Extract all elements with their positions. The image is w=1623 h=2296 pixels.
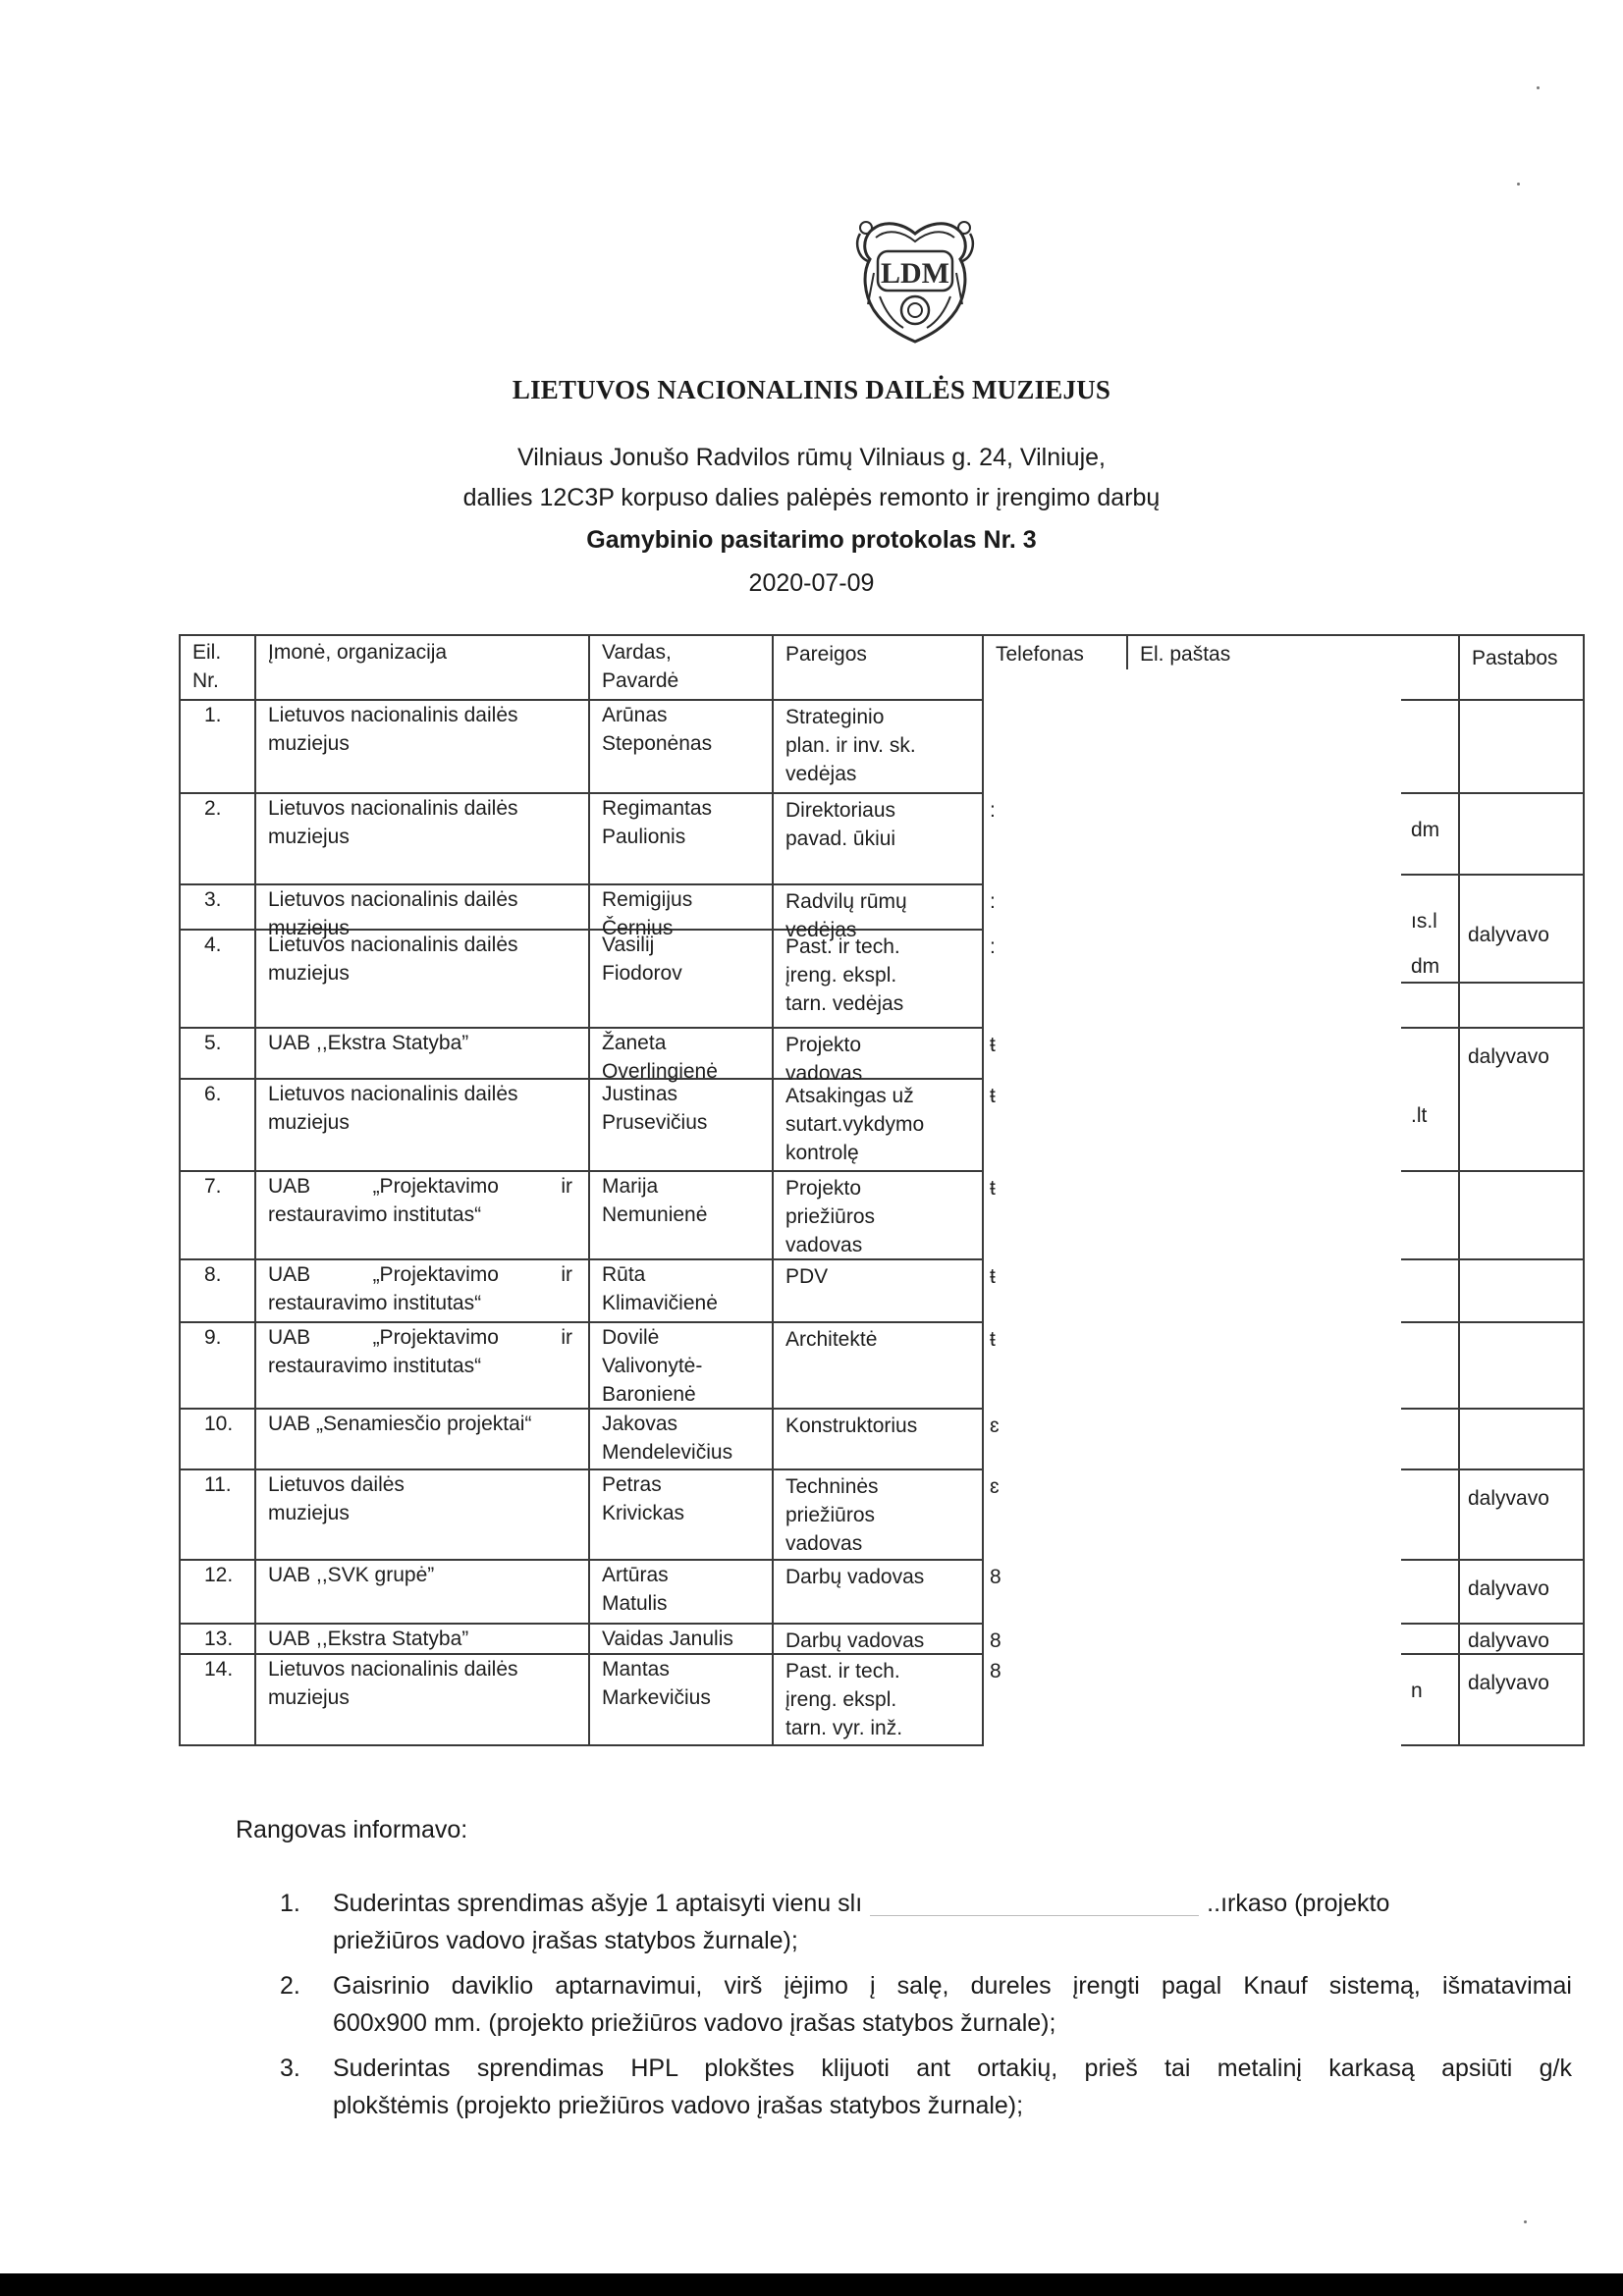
- row-organization: UAB ,,Ekstra Statyba”: [268, 1032, 469, 1054]
- table-grid-line: [179, 634, 181, 1744]
- row-organization: UAB ,,SVK grupė”: [268, 1564, 435, 1586]
- row-number: 12.: [204, 1564, 234, 1586]
- row-number: 5.: [204, 1032, 222, 1054]
- row-organization-word: UAB: [268, 1175, 311, 1198]
- row-name: Vasilij: [602, 934, 655, 956]
- row-role: vadovas: [785, 1532, 863, 1555]
- row-organization-word: UAB: [268, 1326, 311, 1349]
- table-grid-line: [179, 634, 1585, 636]
- table-grid-line: [1401, 1321, 1585, 1323]
- row-notes: dalyvavo: [1468, 1577, 1549, 1600]
- row-notes: dalyvavo: [1468, 1629, 1549, 1652]
- row-name: Fiodorov: [602, 962, 682, 985]
- row-phone-fragment: 8: [990, 1566, 1001, 1588]
- header-project-line: dallies 12C3P korpuso dalies palėpės remonto ir įrengimo darbų: [462, 484, 1161, 511]
- row-number: 9.: [204, 1326, 222, 1349]
- scan-speck: [1537, 86, 1540, 89]
- row-number: 4.: [204, 934, 222, 956]
- header-notes: Pastabos: [1472, 647, 1558, 669]
- header-name: Pavardė: [602, 669, 679, 692]
- logo-text: LDM: [881, 257, 949, 290]
- participants-table: [179, 634, 1585, 1744]
- row-organization: UAB „Senamiesčio projektai“: [268, 1413, 532, 1435]
- row-name: Jakovas: [602, 1413, 678, 1435]
- table-grid-line: [772, 634, 774, 1744]
- row-name: Krivickas: [602, 1502, 685, 1524]
- row-name: Vaidas Janulis: [602, 1628, 733, 1650]
- row-organization: muziejus: [268, 1502, 350, 1524]
- list-item-text: plokštėmis (projekto priežiūros vadovo įrašas statybos žurnale);: [333, 2092, 1024, 2119]
- row-organization: muziejus: [268, 1111, 350, 1134]
- row-organization: [268, 1172, 572, 1201]
- row-number: 13.: [204, 1628, 234, 1650]
- list-item-text: 600x900 mm. (projekto priežiūros vadovo įrašas statybos žurnale);: [333, 2009, 1056, 2037]
- table-grid-line: [1401, 982, 1585, 984]
- row-organization: restauravimo institutas“: [268, 1292, 482, 1314]
- row-name: Černius: [602, 917, 674, 939]
- row-role: priežiūros: [785, 1205, 876, 1228]
- row-role: PDV: [785, 1265, 829, 1288]
- row-phone-fragment: 8: [990, 1660, 1001, 1682]
- row-organization: Lietuvos nacionalinis dailės: [268, 1083, 518, 1105]
- table-grid-line: [179, 1744, 984, 1746]
- row-notes: dalyvavo: [1468, 924, 1549, 946]
- row-role: Projekto: [785, 1034, 862, 1056]
- row-number: 14.: [204, 1658, 234, 1681]
- row-name: Rūta: [602, 1263, 646, 1286]
- header-email: El. paštas: [1140, 643, 1231, 666]
- row-name: Overlingienė: [602, 1060, 718, 1083]
- header-role: Pareigos: [785, 643, 867, 666]
- row-role: įreng. ekspl.: [785, 964, 897, 987]
- row-name: Baronienė: [602, 1383, 696, 1406]
- document-title: Gamybinio pasitarimo protokolas Nr. 3: [586, 526, 1037, 554]
- table-grid-line: [982, 634, 984, 1744]
- row-number: 2.: [204, 797, 222, 820]
- row-role: Darbų vadovas: [785, 1566, 925, 1588]
- row-phone-fragment: ŧ: [990, 1034, 996, 1056]
- row-name: Dovilė: [602, 1326, 660, 1349]
- row-role: Darbų vadovas: [785, 1629, 925, 1652]
- row-role: Radvilų rūmų: [785, 890, 907, 913]
- row-role: sutart.vykdymo: [785, 1113, 925, 1136]
- row-number: 8.: [204, 1263, 222, 1286]
- row-organization: restauravimo institutas“: [268, 1355, 482, 1377]
- row-number: 3.: [204, 888, 222, 911]
- row-organization: restauravimo institutas“: [268, 1203, 482, 1226]
- table-grid-line: [588, 634, 590, 1744]
- row-organization: muziejus: [268, 732, 350, 755]
- row-phone-fragment: ɛ: [990, 1415, 1000, 1437]
- row-name: Steponėnas: [602, 732, 713, 755]
- row-role: plan. ir inv. sk.: [785, 734, 916, 757]
- row-name: Klimavičienė: [602, 1292, 718, 1314]
- table-grid-line: [1458, 634, 1460, 1744]
- row-name: Marija: [602, 1175, 659, 1198]
- row-name: Paulionis: [602, 826, 686, 848]
- row-name: Žaneta: [602, 1032, 667, 1054]
- list-item-text: Suderintas sprendimas HPL plokštes klijuoti ant ortakių, prieš tai metalinį karkasą apsiūti g/k: [333, 2055, 1572, 2082]
- row-organization: Lietuvos nacionalinis dailės: [268, 1658, 518, 1681]
- row-role: įreng. ekspl.: [785, 1688, 897, 1711]
- row-role: Techninės: [785, 1475, 879, 1498]
- row-role: pavad. ūkiui: [785, 828, 896, 850]
- row-organization-word: ir: [561, 1326, 572, 1349]
- list-item-text: Gaisrinio daviklio aptarnavimui, virš įėjimo į salę, dureles įrengti pagal Knauf sistemą, išmatavimai: [333, 1972, 1572, 2000]
- row-name: Petras: [602, 1473, 662, 1496]
- table-grid-line: [1458, 699, 1585, 701]
- row-name: Mantas: [602, 1658, 670, 1681]
- row-organization-word: ir: [561, 1175, 572, 1198]
- row-phone-fragment: ŧ: [990, 1177, 996, 1200]
- header-org: Įmonė, organizacija: [268, 641, 448, 664]
- table-grid-line: [1401, 1468, 1585, 1470]
- row-phone-fragment: :: [990, 935, 996, 958]
- row-notes: dalyvavo: [1468, 1672, 1549, 1694]
- table-grid-line: [1401, 1258, 1585, 1260]
- row-number: 7.: [204, 1175, 222, 1198]
- row-role: Past. ir tech.: [785, 935, 900, 958]
- row-role: Architektė: [785, 1328, 878, 1351]
- row-name: Prusevičius: [602, 1111, 708, 1134]
- document-date: 2020-07-09: [748, 569, 875, 597]
- table-grid-line: [1401, 1408, 1585, 1410]
- table-grid-line: [1401, 1027, 1585, 1029]
- row-number: 1.: [204, 704, 222, 726]
- row-notes: dalyvavo: [1468, 1487, 1549, 1510]
- row-name: Nemunienė: [602, 1203, 708, 1226]
- table-grid-line: [1126, 634, 1128, 669]
- row-role: Projekto: [785, 1177, 862, 1200]
- redacted-gap: [870, 1894, 1199, 1916]
- row-role: vadovas: [785, 1062, 863, 1085]
- section-title: Rangovas informavo:: [236, 1816, 468, 1843]
- row-phone-fragment: 8: [990, 1629, 1001, 1652]
- redacted-area: [986, 669, 1398, 1744]
- header-name: Vardas,: [602, 641, 672, 664]
- row-organization: muziejus: [268, 962, 350, 985]
- row-organization: [268, 1323, 572, 1352]
- row-organization: muziejus: [268, 826, 350, 848]
- row-phone-fragment: ŧ: [990, 1265, 996, 1288]
- row-role: Past. ir tech.: [785, 1660, 900, 1682]
- table-grid-line: [1401, 1623, 1585, 1625]
- organization-title: LIETUVOS NACIONALINIS DAILĖS MUZIEJUS: [512, 375, 1111, 404]
- row-phone-fragment: ŧ: [990, 1085, 996, 1107]
- table-grid-line: [1401, 1170, 1585, 1172]
- table-grid-line: [1401, 792, 1585, 794]
- row-role: Konstruktorius: [785, 1415, 918, 1437]
- list-item-text: Suderintas sprendimas ašyje 1 aptaisyti vienu slı: [333, 1890, 863, 1917]
- row-role: vedėjas: [785, 919, 857, 941]
- row-notes: dalyvavo: [1468, 1045, 1549, 1068]
- table-grid-line: [1583, 634, 1585, 1744]
- list-item-number: 1.: [280, 1890, 300, 1917]
- row-role: priežiūros: [785, 1504, 876, 1526]
- row-email-fragment: dm: [1411, 819, 1440, 841]
- table-grid-line: [1401, 874, 1585, 876]
- list-item-number: 3.: [280, 2055, 300, 2082]
- row-organization: Lietuvos dailės: [268, 1473, 405, 1496]
- row-name: Artūras: [602, 1564, 669, 1586]
- header-nr: Nr.: [192, 669, 219, 692]
- row-organization-word: „Projektavimo: [372, 1175, 499, 1198]
- scan-speck: [1517, 183, 1520, 186]
- row-email-fragment: dm: [1411, 955, 1440, 978]
- table-grid-line: [254, 634, 256, 1744]
- row-role: Direktoriaus: [785, 799, 896, 822]
- row-email-fragment: n: [1411, 1680, 1423, 1702]
- header-address-line: Vilniaus Jonušo Radvilos rūmų Vilniaus g. 24, Vilniuje,: [517, 444, 1106, 471]
- row-number: 6.: [204, 1083, 222, 1105]
- row-phone-fragment: ɛ: [990, 1475, 1000, 1498]
- row-phone-fragment: :: [990, 799, 996, 822]
- row-name: Remigijus: [602, 888, 693, 911]
- museum-crest-logo: [850, 214, 980, 346]
- list-item-number: 2.: [280, 1972, 300, 2000]
- list-item-text: priežiūros vadovo įrašas statybos žurnale);: [333, 1927, 798, 1954]
- row-organization: Lietuvos nacionalinis dailės: [268, 797, 518, 820]
- row-name: Justinas: [602, 1083, 678, 1105]
- scan-bottom-edge: [0, 2273, 1623, 2296]
- row-organization: Lietuvos nacionalinis dailės: [268, 888, 518, 911]
- row-phone-fragment: ŧ: [990, 1328, 996, 1351]
- row-name: Matulis: [602, 1592, 668, 1615]
- row-role: Strateginio: [785, 706, 885, 728]
- row-email-fragment: ıs.l: [1411, 910, 1437, 933]
- row-name: Mendelevičius: [602, 1441, 733, 1464]
- row-organization: Lietuvos nacionalinis dailės: [268, 704, 518, 726]
- row-organization: [268, 1260, 572, 1289]
- row-name: Regimantas: [602, 797, 713, 820]
- row-name: Valivonytė-: [602, 1355, 703, 1377]
- row-organization-word: „Projektavimo: [372, 1326, 499, 1349]
- row-name: Arūnas: [602, 704, 668, 726]
- row-role: Atsakingas už: [785, 1085, 914, 1107]
- row-organization-word: ir: [561, 1263, 572, 1286]
- row-name: Markevičius: [602, 1686, 711, 1709]
- row-organization: muziejus: [268, 917, 350, 939]
- row-organization: UAB ,,Ekstra Statyba”: [268, 1628, 469, 1650]
- row-email-fragment: .lt: [1411, 1104, 1428, 1127]
- row-role: tarn. vyr. inž.: [785, 1717, 903, 1739]
- table-grid-line: [1401, 1559, 1585, 1561]
- row-phone-fragment: :: [990, 890, 996, 913]
- row-role: tarn. vedėjas: [785, 992, 904, 1015]
- row-role: vadovas: [785, 1234, 863, 1256]
- row-organization: muziejus: [268, 1686, 350, 1709]
- header-phone: Telefonas: [996, 643, 1084, 666]
- row-number: 10.: [204, 1413, 234, 1435]
- row-organization-word: UAB: [268, 1263, 311, 1286]
- row-role: kontrolę: [785, 1142, 859, 1164]
- row-number: 11.: [204, 1473, 232, 1496]
- row-organization-word: „Projektavimo: [372, 1263, 499, 1286]
- table-grid-line: [1401, 1744, 1585, 1746]
- row-organization: Lietuvos nacionalinis dailės: [268, 934, 518, 956]
- scan-speck: [1524, 2220, 1527, 2223]
- header-nr: Eil.: [192, 641, 222, 664]
- row-role: vedėjas: [785, 763, 857, 785]
- list-item-text: ..ırkaso (projekto: [1207, 1890, 1390, 1917]
